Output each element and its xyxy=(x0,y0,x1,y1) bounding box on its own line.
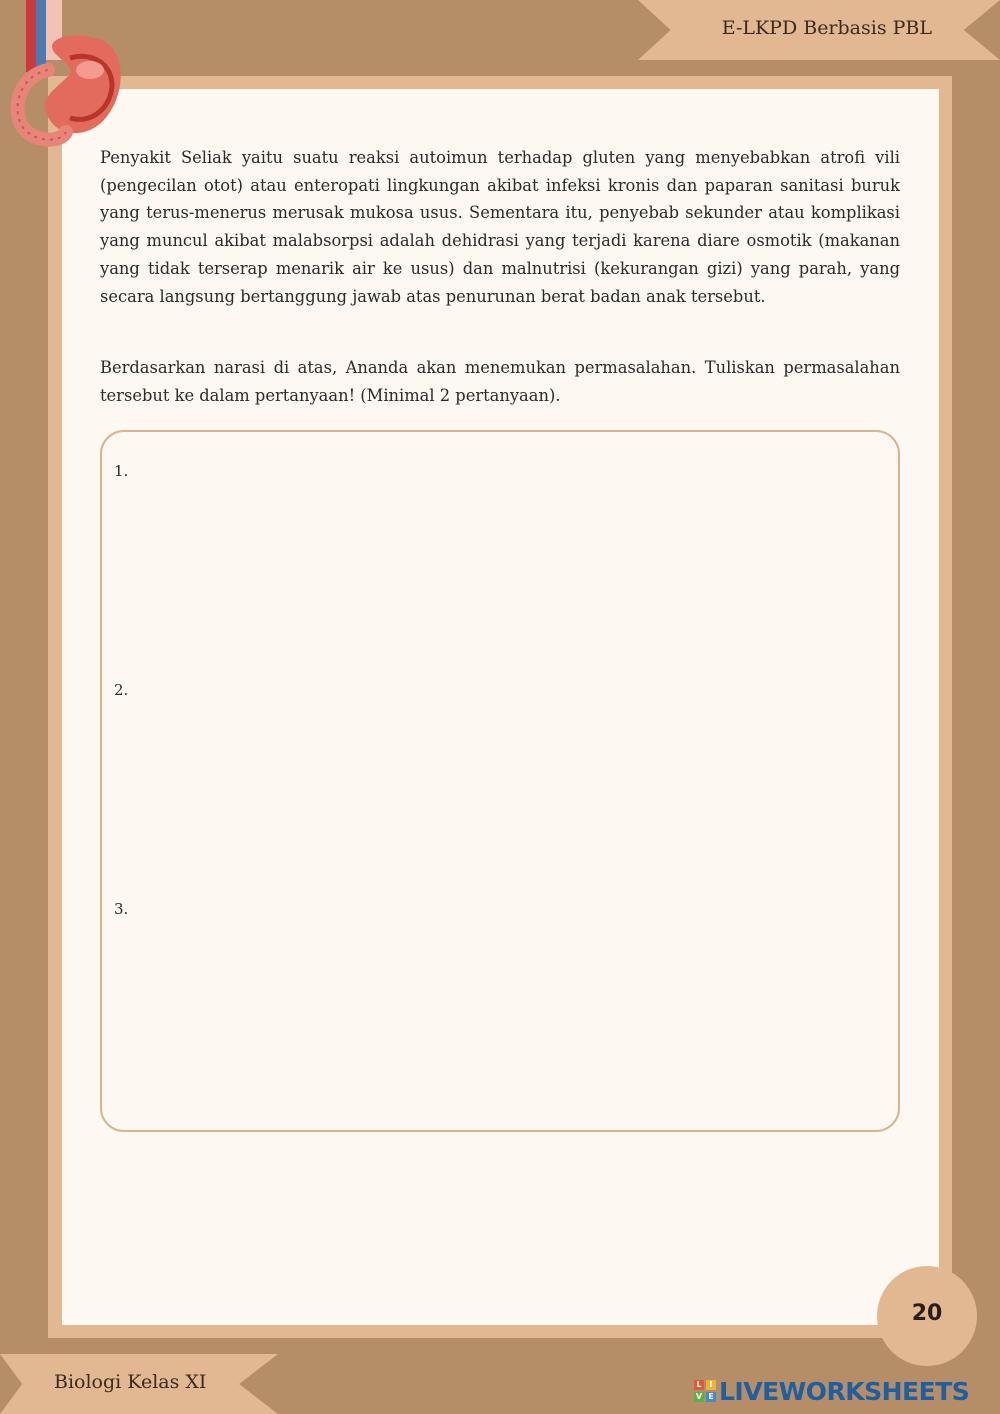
answer-label-3: 3. xyxy=(114,900,129,918)
liveworksheets-blocks-icon xyxy=(694,1380,716,1402)
artery-tube xyxy=(26,0,36,72)
logo-block-v: V xyxy=(695,1392,703,1401)
narrative-paragraph: Penyakit Seliak yaitu suatu reaksi autoimun terhadap gluten yang menyebabkan atrofi vili (pengecilan otot) atau enteropati lingkungan akibat infeksi kronis dan paparan sanitasi buruk yang terus-menerus merusak mukosa usus. Sementara itu, penyebab sekunder atau komplikasi yang muncul akibat malabsorpsi adalah dehidrasi yang terjadi karena diare osmotik (makanan yang tidak terserap menarik air ke usus) dan malnutrisi (kekurangan gizi) yang parah, yang secara langsung bertanggung jawab atas penurunan berat badan anak tersebut. xyxy=(100,148,900,306)
header-ribbon-title: E-LKPD Berbasis PBL xyxy=(721,17,932,39)
answer-field-2[interactable] xyxy=(140,677,884,871)
logo-block-l: L xyxy=(694,1380,704,1390)
logo-block-e: E xyxy=(706,1392,716,1402)
answer-field-1[interactable] xyxy=(140,458,884,652)
stomach-highlight xyxy=(76,61,104,79)
footer-ribbon-subject: Biologi Kelas XI xyxy=(54,1371,207,1393)
instruction-paragraph: Berdasarkan narasi di atas, Ananda akan menemukan permasalahan. Tuliskan permasalahan tersebut ke dalam pertanyaan! (Minimal 2 pertanyaan). xyxy=(100,358,900,405)
page-number: 20 xyxy=(911,1301,943,1326)
liveworksheets-logo xyxy=(694,1376,969,1406)
answer-label-2: 2. xyxy=(114,681,129,699)
stomach-illustration xyxy=(4,0,128,148)
vein-tube xyxy=(36,0,46,72)
answer-label-1: 1. xyxy=(114,462,129,480)
answer-field-3[interactable] xyxy=(140,896,884,1090)
liveworksheets-wordmark: LIVEWORKSHEETS xyxy=(719,1376,970,1406)
logo-block-i: I xyxy=(706,1380,716,1390)
